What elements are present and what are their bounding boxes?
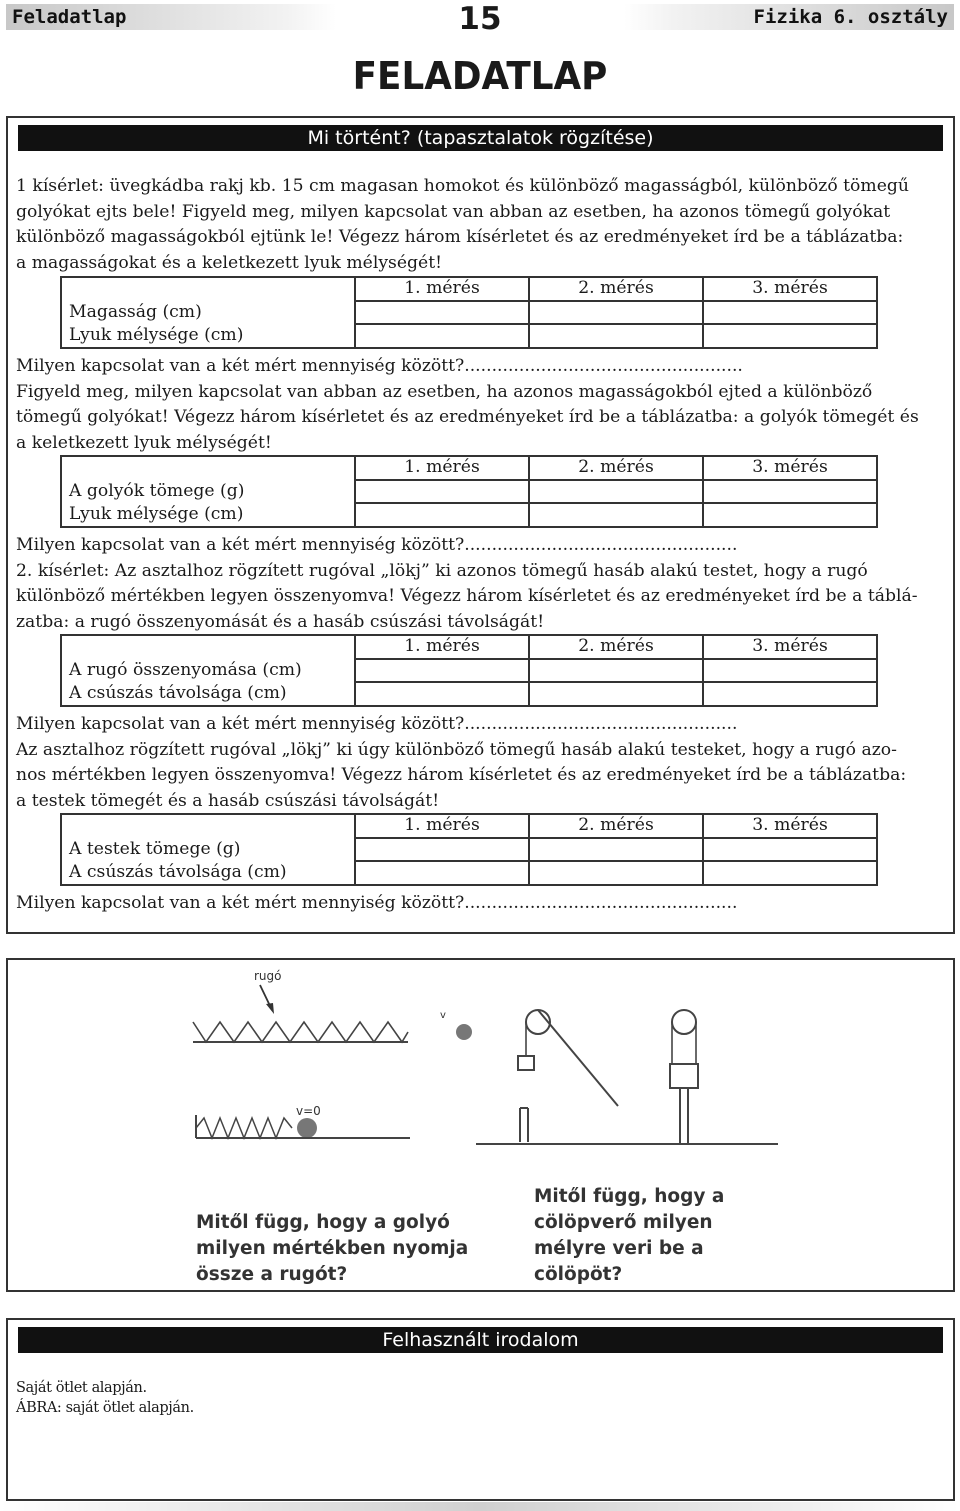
col-header: 3. mérés (703, 456, 877, 480)
col-header: 3. mérés (703, 277, 877, 301)
input-cell[interactable] (703, 838, 877, 862)
reference-line: Saját ötlet alapján. (16, 1380, 147, 1396)
caption-right-line: Mitől függ, hogy a (534, 1186, 725, 1207)
paragraph-line: tömegű golyókat! Végezz három kísérletet és az eredményeket írd be a táblázatba: a golyók tömegét és (16, 407, 919, 427)
input-cell[interactable] (355, 838, 529, 862)
input-cell[interactable] (703, 861, 877, 885)
col-header: 1. mérés (355, 814, 529, 838)
row-label: A testek tömege (g) (61, 838, 355, 862)
footer-strip (0, 1502, 960, 1511)
input-cell[interactable] (529, 324, 703, 348)
experiment-illustration (8, 960, 953, 1290)
velocity-arrow-icon: v (440, 1010, 446, 1021)
ball-icon (456, 1024, 472, 1040)
col-header: 2. mérés (529, 635, 703, 659)
question-line: Milyen kapcsolat van a két mért mennyiség között?.................................................. (16, 535, 738, 555)
col-header: 1. mérés (355, 635, 529, 659)
figure-box (6, 958, 955, 1292)
input-cell[interactable] (703, 480, 877, 504)
caption-right-line: cölöpöt? (534, 1264, 623, 1285)
question-line: Milyen kapcsolat van a két mért mennyiség között?.................................................. (16, 714, 738, 734)
ball-icon (297, 1118, 317, 1138)
input-cell[interactable] (529, 838, 703, 862)
input-cell[interactable] (355, 682, 529, 706)
caption-right-line: mélyre veri be a (534, 1238, 704, 1259)
reference-line: ÁBRA: saját ötlet alapján. (16, 1400, 194, 1416)
header-left-text: Feladatlap (12, 6, 127, 28)
spring-icon (193, 1022, 408, 1042)
page-title: FELADATLAP (352, 54, 608, 98)
input-cell[interactable] (355, 861, 529, 885)
input-cell[interactable] (355, 480, 529, 504)
col-header: 3. mérés (703, 814, 877, 838)
input-cell[interactable] (529, 682, 703, 706)
page-header (0, 0, 960, 38)
row-label: A rugó összenyomása (cm) (61, 659, 355, 683)
pulley-icon (526, 1010, 550, 1034)
question-line: Milyen kapcsolat van a két mért mennyiség között?................................................... (16, 356, 743, 376)
table-spring-distance (60, 634, 878, 707)
input-cell[interactable] (703, 301, 877, 325)
pulley-icon (672, 1010, 696, 1034)
page-number: 15 (458, 1, 502, 37)
references-banner: Felhasznált irodalom (18, 1327, 943, 1353)
input-cell[interactable] (529, 480, 703, 504)
col-header: 1. mérés (355, 456, 529, 480)
worksheet-box (6, 116, 955, 934)
input-cell[interactable] (529, 503, 703, 527)
caption-left-line: milyen mértékben nyomja (196, 1238, 469, 1259)
spring-label: rugó (254, 969, 282, 983)
input-cell[interactable] (529, 301, 703, 325)
paragraph-line: a keletkezett lyuk mélységét! (16, 432, 272, 453)
input-cell[interactable] (703, 682, 877, 706)
header-right-text: Fizika 6. osztály (753, 6, 948, 28)
col-header: 3. mérés (703, 635, 877, 659)
intro-line: különböző magasságokból ejtünk le! Végezz három kísérletet és az eredményeket írd be a táblázatba: (16, 227, 904, 247)
arrow-head-icon (266, 1003, 274, 1014)
caption-left-line: össze a rugót? (196, 1264, 348, 1285)
row-label: Lyuk mélysége (cm) (61, 503, 355, 527)
velocity-zero-label: v=0 (296, 1104, 321, 1118)
table-mass-distance (60, 813, 878, 886)
input-cell[interactable] (703, 324, 877, 348)
paragraph-line: 2. kísérlet: Az asztalhoz rögzített rugóval „lökj” ki azonos tömegű hasáb alakú testet, hogy a rugó (16, 560, 868, 581)
input-cell[interactable] (355, 503, 529, 527)
paragraph-line: Az asztalhoz rögzített rugóval „lökj” ki úgy különböző tömegű hasáb alakú testeket, hogy a rugó azo- (16, 739, 897, 760)
section-banner: Mi történt? (tapasztalatok rögzítése) (18, 125, 943, 151)
input-cell[interactable] (529, 659, 703, 683)
rope-line (538, 1010, 618, 1106)
input-cell[interactable] (703, 503, 877, 527)
hammer-block (670, 1064, 698, 1088)
col-header: 1. mérés (355, 277, 529, 301)
caption-left-line: Mitől függ, hogy a golyó (196, 1212, 450, 1233)
paragraph-line: zatba: a rugó összenyomását és a hasáb csúszási távolságát! (16, 611, 545, 632)
paragraph-line: különböző mértékben legyen összenyomva! Végezz három kísérletet és az eredményeket írd be a táblá- (16, 586, 918, 606)
paragraph-line: a testek tömegét és a hasáb csúszási távolságát! (16, 790, 440, 811)
table-mass-depth (60, 455, 878, 528)
input-cell[interactable] (703, 659, 877, 683)
input-cell[interactable] (355, 301, 529, 325)
paragraph-line: Figyeld meg, milyen kapcsolat van abban az esetben, ha azonos magasságokból ejted a különböző (16, 381, 873, 402)
intro-line: 1 kísérlet: üvegkádba rakj kb. 15 cm magasan homokot és különböző magasságból, különböző tömegű (16, 176, 909, 196)
row-label: A csúszás távolsága (cm) (61, 682, 355, 706)
row-label: A csúszás távolsága (cm) (61, 861, 355, 885)
intro-line: golyókat ejts bele! Figyeld meg, milyen kapcsolat van abban az esetben, ha azonos tömegű golyókat (16, 201, 891, 222)
weight-block (518, 1056, 534, 1070)
intro-line: a magasságokat és a keletkezett lyuk mélységét! (16, 252, 443, 273)
input-cell[interactable] (355, 659, 529, 683)
col-header: 2. mérés (529, 814, 703, 838)
paragraph-line: nos mértékben legyen összenyomva! Végezz három kísérletet és az eredményeket írd be a táblázatba: (16, 765, 907, 785)
row-label: Magasság (cm) (61, 301, 355, 325)
col-header: 2. mérés (529, 456, 703, 480)
row-label: A golyók tömege (g) (61, 480, 355, 504)
input-cell[interactable] (529, 861, 703, 885)
input-cell[interactable] (355, 324, 529, 348)
spring-compressed-icon (196, 1118, 292, 1138)
col-header: 2. mérés (529, 277, 703, 301)
caption-right-line: cölöpverő milyen (534, 1212, 713, 1233)
row-label: Lyuk mélysége (cm) (61, 324, 355, 348)
table-height-depth (60, 276, 878, 349)
question-line: Milyen kapcsolat van a két mért mennyiség között?.................................................. (16, 893, 738, 913)
